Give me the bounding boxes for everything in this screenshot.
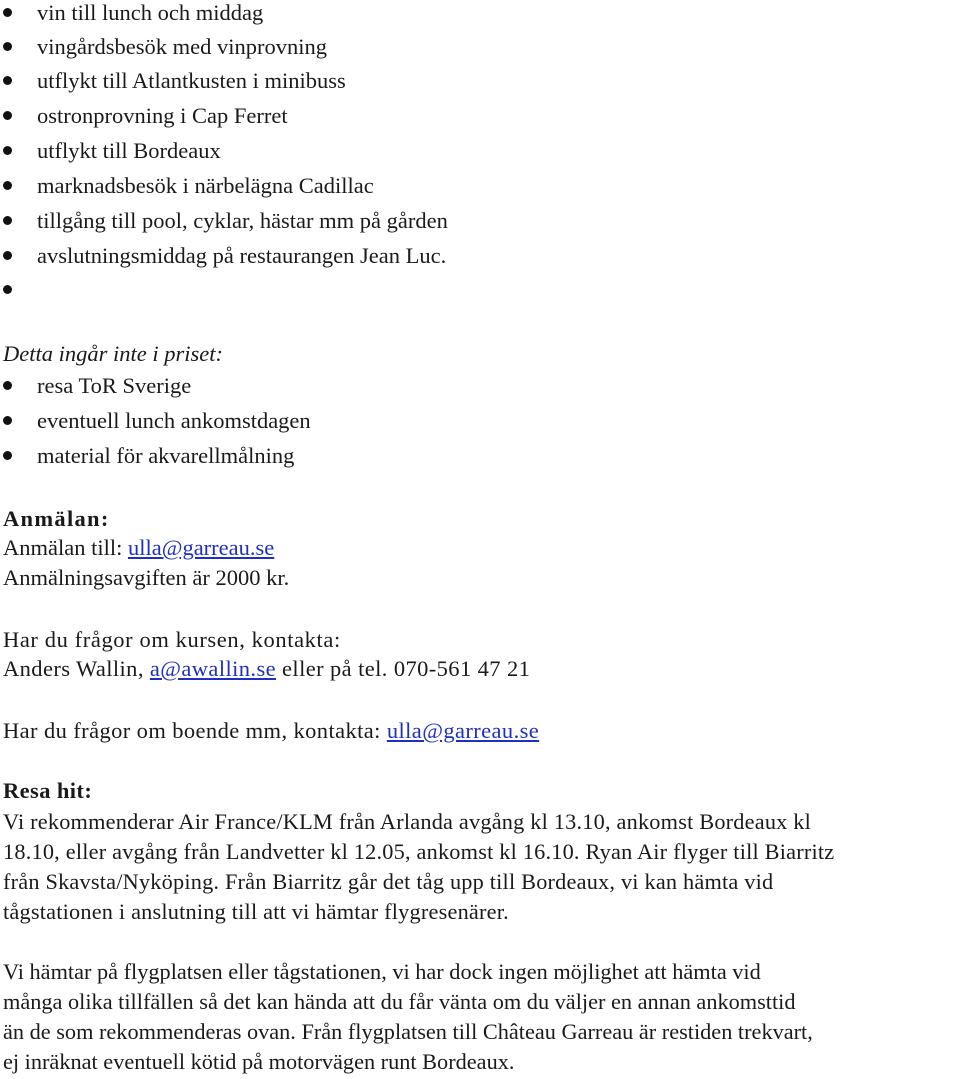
pickup-line: än de som rekommenderas ovan. Från flygplatsen till Château Garreau är restiden trekvart, [3, 1019, 813, 1044]
bullet-icon [3, 8, 12, 17]
bullet-icon [3, 146, 12, 155]
bullet-icon [3, 285, 12, 294]
bullet-icon [3, 416, 12, 425]
list-item [0, 273, 960, 307]
travel-heading: Resa hit: [3, 778, 93, 803]
course-contact-name: Anders Wallin, [3, 656, 150, 681]
travel-line: Vi rekommenderar Air France/KLM från Arlanda avgång kl 13.10, ankomst Bordeaux kl [3, 809, 812, 834]
bullet-icon [3, 381, 12, 390]
list-item: vingårdsbesök med vinprovning [0, 30, 960, 64]
course-contact-email-link[interactable]: a@awallin.se [149, 656, 276, 681]
registration-heading: Anmälan: [3, 506, 110, 531]
bullet-icon [3, 451, 12, 460]
list-item: resa ToR Sverige [0, 369, 960, 403]
travel-line: 18.10, eller avgång från Landvetter kl 12.05, ankomst kl 16.10. Ryan Air flyger till Biarritz [3, 839, 835, 864]
list-item: eventuell lunch ankomstdagen [0, 404, 960, 438]
course-contact-line [3, 654, 530, 683]
housing-contact-email-link[interactable]: ulla@garreau.se [386, 718, 540, 743]
registration-label: Anmälan till: [3, 535, 128, 560]
list-item: ostronprovning i Cap Ferret [0, 99, 960, 133]
bullet-icon [3, 216, 12, 225]
travel-line: från Skavsta/Nyköping. Från Biarritz går det tåg upp till Bordeaux, vi kan hämta vid [3, 869, 774, 894]
bullet-icon [3, 251, 12, 260]
bullet-icon [3, 181, 12, 190]
housing-contact-line [3, 716, 539, 745]
list-item: utflykt till Atlantkusten i minibuss [0, 64, 960, 98]
pickup-line: Vi hämtar på flygplatsen eller tågstationen, vi har dock ingen möjlighet att hämta vid [3, 959, 761, 984]
registration-line [3, 533, 274, 562]
bullet-icon [3, 42, 12, 51]
pickup-line: många olika tillfällen så det kan hända att du får vänta om du väljer en annan ankomsttid [3, 989, 796, 1014]
travel-paragraph [3, 807, 958, 927]
course-contact-question: Har du frågor om kursen, kontakta: [3, 627, 341, 652]
list-item: material för akvarellmålning [0, 439, 960, 473]
pickup-paragraph [3, 957, 958, 1077]
registration-email-link[interactable]: ulla@garreau.se [127, 535, 275, 560]
list-item: utflykt till Bordeaux [0, 134, 960, 168]
bullet-icon [3, 76, 12, 85]
list-item: tillgång till pool, cyklar, hästar mm på gården [0, 204, 960, 238]
registration-fee: Anmälningsavgiften är 2000 kr. [3, 565, 290, 590]
pickup-line: ej inräknat eventuell kötid på motorvägen runt Bordeaux. [3, 1049, 515, 1074]
list-item: vin till lunch och middag [0, 0, 960, 30]
bullet-icon [3, 111, 12, 120]
course-contact-phone: eller på tel. 070-561 47 21 [276, 656, 531, 681]
housing-contact-question: Har du frågor om boende mm, kontakta: [3, 718, 387, 743]
not-included-heading: Detta ingår inte i priset: [3, 341, 223, 366]
travel-line: tågstationen i anslutning till att vi hämtar flygresenärer. [3, 899, 509, 924]
list-item: marknadsbesök i närbelägna Cadillac [0, 169, 960, 203]
list-item: avslutningsmiddag på restaurangen Jean Luc. [0, 239, 960, 273]
